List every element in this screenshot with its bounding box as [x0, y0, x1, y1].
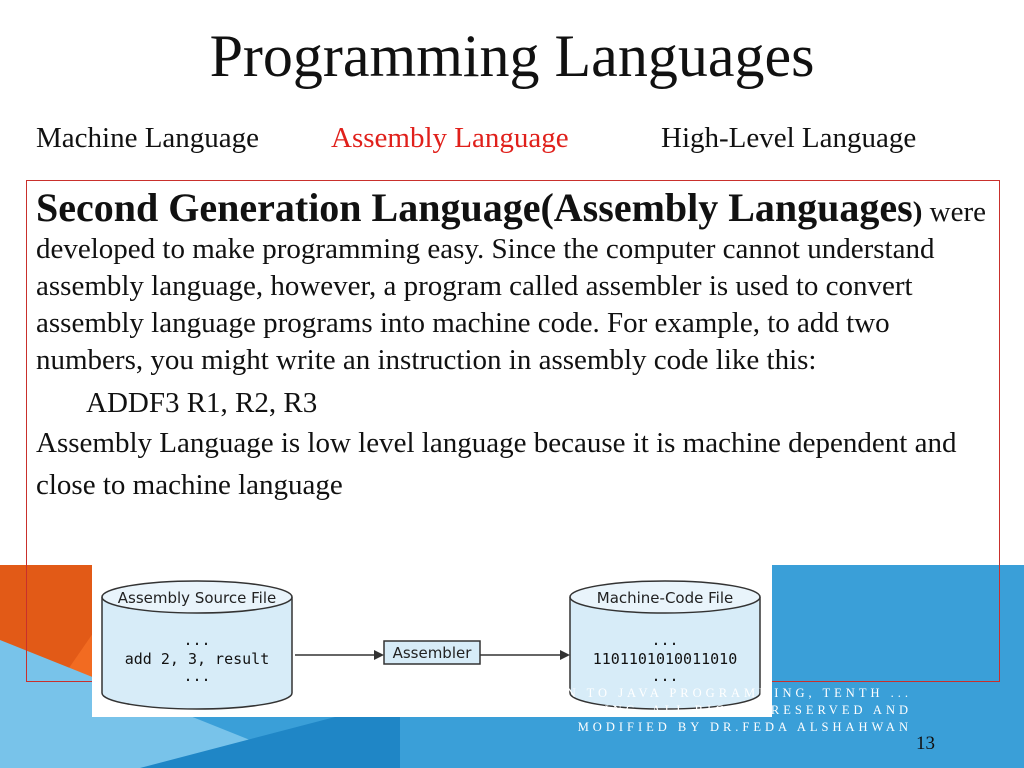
arrow-head-2: [560, 650, 570, 660]
body-text: were developed to make programming easy. Since the computer cannot understand assembly language, however, a program called assembler is used to convert assembly language programs into machine code. For example, to add two numbers, you might write an instruction in assembly code like this:: [36, 196, 987, 376]
label-machine-language: Machine Language: [36, 122, 260, 154]
label-assembly-language: Assembly Language: [331, 122, 569, 154]
intro-paragraph: [36, 186, 986, 379]
slide-title: Programming Languages: [209, 23, 815, 89]
source-dots-bottom: ...: [183, 667, 211, 685]
source-dots-top: ...: [183, 631, 211, 649]
machine-code-label: Machine-Code File: [596, 589, 734, 607]
page-number: 13: [916, 733, 935, 754]
heading-text: Second Generation Language(Assembly Languages: [36, 185, 913, 230]
footer-copyright: ION TO JAVA PROGRAMMING, TENTH ... EDUCATION, INC. ALL RIGHTS RESERVED AND MODIFIED BY DR.FEDA ALSHAHWAN: [482, 686, 912, 734]
machine-code-line: 1101101010011010: [592, 650, 738, 668]
code-example: ADDF3 R1, R2, R3: [86, 387, 318, 419]
label-high-level-language: High-Level Language: [661, 122, 917, 154]
arrow-head-1: [374, 650, 384, 660]
assembler-label: Assembler: [392, 644, 472, 662]
target-dots-top: ...: [651, 631, 679, 649]
heading-close: ): [912, 196, 923, 228]
source-code-line: add 2, 3, result: [124, 650, 270, 668]
source-file-cylinder: [102, 581, 292, 709]
closing-text: Assembly Language is low level language because it is machine dependent and close to machine language: [36, 427, 957, 501]
source-file-label: Assembly Source File: [117, 589, 277, 607]
target-dots-bottom: ...: [651, 667, 679, 685]
content-text: [36, 186, 986, 506]
